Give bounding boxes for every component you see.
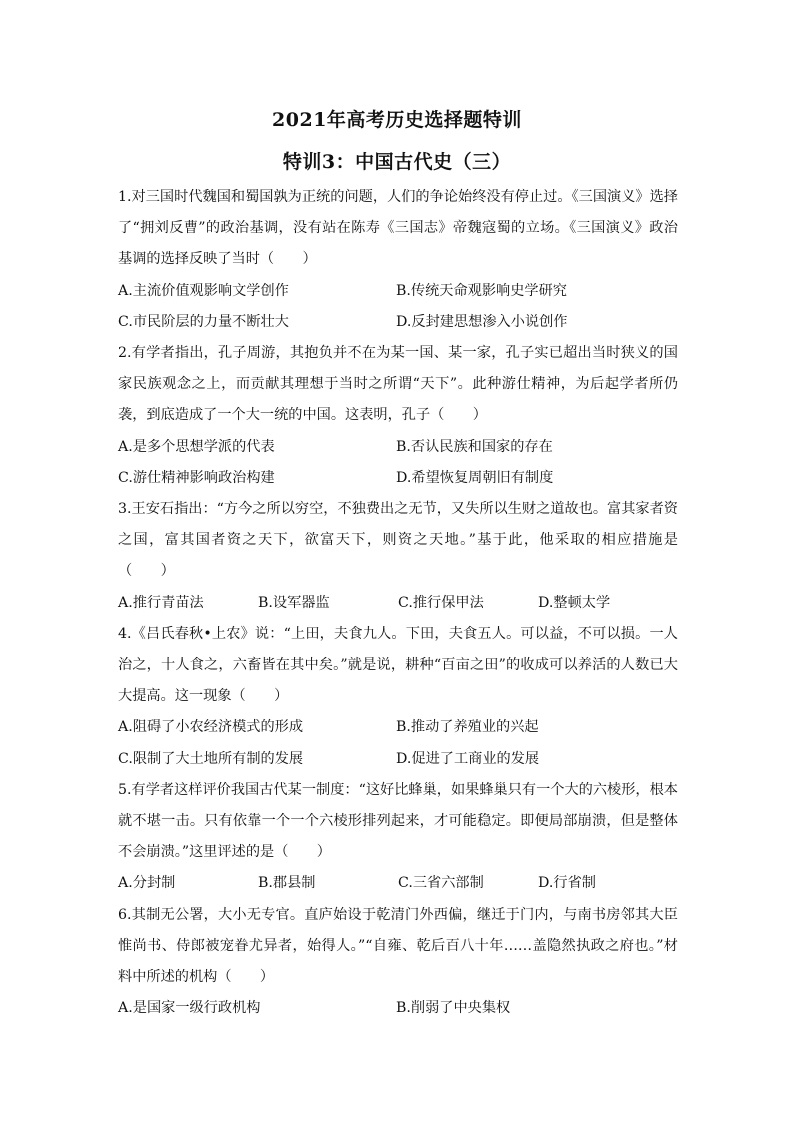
question-3-stem: 3.王安石指出：“方今之所以穷空，不独费出之无节，又失所以生财之道故也。富其家者资之国，富其国者资之天下，欲富天下，则资之天地。”基于此，他采取的相应措施是（ ） (118, 501, 678, 580)
question-2-option-c: C.游仕精神影响政治构建 (118, 469, 275, 486)
question-3-option-a: A.推行青苗法 (118, 594, 204, 611)
question-1-option-d: D.反封建思想渗入小说创作 (396, 313, 568, 330)
question-2-option-b: B.否认民族和国家的存在 (396, 438, 553, 455)
question-5-options (118, 868, 678, 899)
question-1-option-b: B.传统天命观影响史学研究 (396, 282, 567, 299)
question-4-option-a: A.阻碍了小农经济模式的形成 (118, 719, 304, 736)
question-3-options (118, 588, 678, 619)
question-1-option-c: C.市民阶层的力量不断壮大 (118, 313, 289, 330)
question-1-options (118, 276, 678, 338)
question-3-option-d: D.整顿太学 (538, 594, 611, 611)
question-6-option-b: B.削弱了中央集权 (396, 1000, 511, 1017)
question-1-option-a: A.主流价值观影响文学创作 (118, 282, 289, 299)
document-title: 2021年高考历史选择题特训 (272, 109, 522, 131)
document-subtitle: 特训3：中国古代史（三） (282, 151, 512, 173)
question-4-option-c: C.限制了大土地所有制的发展 (118, 750, 304, 767)
question-3-option-c: C.推行保甲法 (398, 594, 484, 611)
question-2-stem: 2.有学者指出，孔子周游，其抱负并不在为某一国、某一家，孔子实已超出当时狭义的国家民族观念之上，而贡献其理想于当时之所谓“天下”。此种游仕精神，为后起学者所仍袭，到底造成了一个大一统的中国。这表明，孔子（ ） (118, 345, 678, 424)
question-1-stem: 1.对三国时代魏国和蜀国孰为正统的问题，人们的争论始终没有停止过。《三国演义》选择了“拥刘反曹”的政治基调，没有站在陈寿《三国志》帝魏寇蜀的立场。《三国演义》政治基调的选择反映了当时（ ） (118, 189, 678, 268)
question-5-stem: 5.有学者这样评价我国古代某一制度：“这好比蜂巢，如果蜂巢只有一个大的六棱形，根本就不堪一击。只有依靠一个一个六棱形排列起来，才可能稳定。即便局部崩溃，但是整体不会崩溃。”这里评述的是（ ） (118, 781, 678, 861)
question-6-stem: 6.其制无公署，大小无专官。直庐始设于乾清门外西偏，继迁于门内，与南书房邻其大臣惟尚书、侍郎被宠眷尤异者，始得人。”“自雍、乾后百八十年……盖隐然执政之府也。”材料中所述的机构（ ） (118, 906, 678, 986)
question-5-option-c: C.三省六部制 (398, 875, 484, 892)
question-5-option-b: B.郡县制 (258, 875, 316, 892)
question-4-option-d: D.促进了工商业的发展 (396, 750, 540, 767)
question-6-option-a: A.是国家一级行政机构 (118, 1000, 261, 1017)
question-2-option-d: D.希望恢复周朝旧有制度 (396, 469, 554, 486)
question-2-option-a: A.是多个思想学派的代表 (118, 438, 275, 455)
question-4-stem: 4.《吕氏春秋•上农》说：“上田，夫食九人。下田，夫食五人。可以益，不可以损。一人治之，十人食之，六畜皆在其中矣。”就是说，耕种“百亩之田”的收成可以养活的人数已大大提高。这一现象（ ） (118, 625, 678, 705)
question-2-options (118, 432, 678, 494)
question-list (118, 182, 678, 1024)
question-6-options (118, 993, 678, 1024)
question-5-option-a: A.分封制 (118, 875, 176, 892)
question-3-option-b: B.设军器监 (258, 594, 330, 611)
question-4-options (118, 712, 678, 774)
question-5-option-d: D.行省制 (538, 875, 596, 892)
question-4-option-b: B.推动了养殖业的兴起 (396, 719, 539, 736)
